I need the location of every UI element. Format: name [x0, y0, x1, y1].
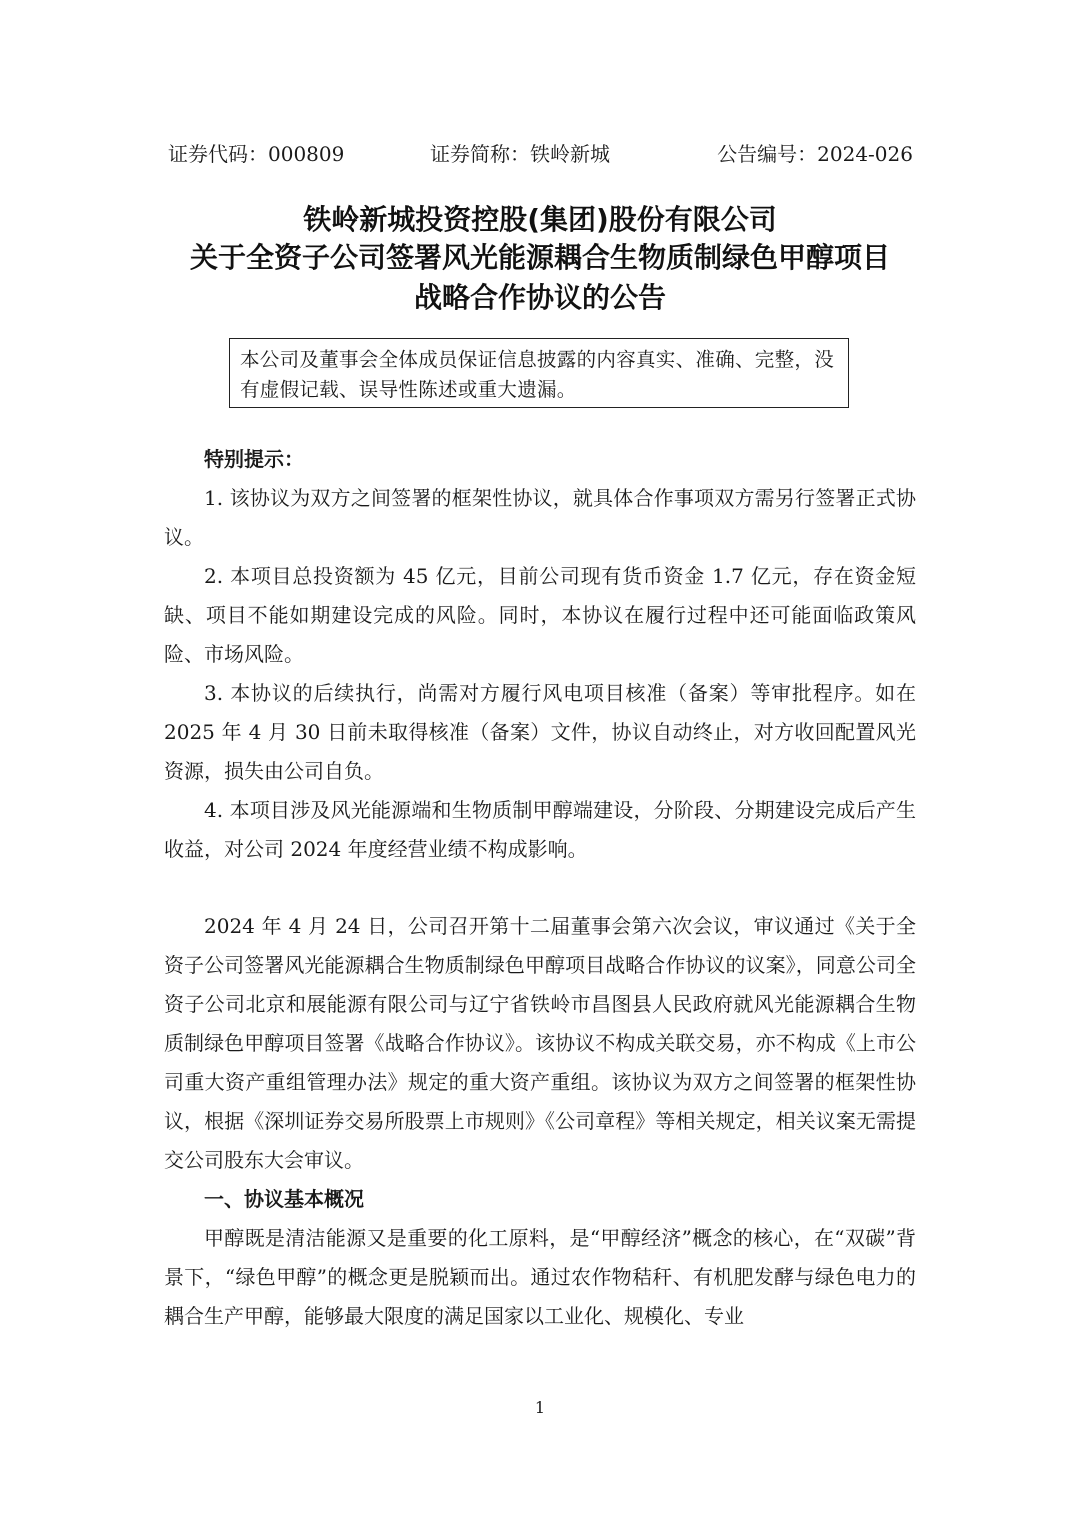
tip-item-1: 1. 该协议为双方之间签署的框架性协议，就具体合作事项双方需另行签署正式协议。: [164, 486, 916, 549]
intro-paragraph: 2024 年 4 月 24 日，公司召开第十二届董事会第六次会议，审议通过《关于全资子公司签署风光能源耦合生物质制绿色甲醇项目战略合作协议的议案》，同意公司全资子公司北京和展能源有限公司与辽宁省铁岭市昌图县人民政府就风光能源耦合生物质制绿色甲醇项目签署《战略合作协议》。该协议不构成关联交易，亦不构成《上市公司重大资产重组管理办法》规定的重大资产重组。该协议为双方之间签署的框架性协议，根据《深圳证券交易所股票上市规则》《公司章程》等相关规定，相关议案无需提交公司股东大会审议。: [164, 914, 916, 1172]
title-subject: 关于全资子公司签署风光能源耦合生物质制绿色甲醇项目: [189, 241, 890, 274]
stock-name: 证券简称：铁岭新城: [430, 142, 610, 166]
special-tips-heading: 特别提示：: [204, 447, 304, 471]
title-announcement: 战略合作协议的公告: [413, 281, 666, 314]
spacer: [164, 869, 916, 907]
tip-item-3: 3. 本协议的后续执行，尚需对方履行风电项目核准（备案）等审批程序。如在 2025 年 4 月 30 日前未取得核准（备案）文件，协议自动终止，对方收回配置风光资源，损失由公司自负。: [164, 681, 916, 783]
notice-number: 公告编号：2024-026: [717, 142, 913, 166]
disclosure-statement-box: 本公司及董事会全体成员保证信息披露的内容真实、准确、完整，没有虚假记载、误导性陈述或重大遗漏。: [229, 338, 849, 408]
section-heading-agreement-overview: 一、协议基本概况: [204, 1187, 364, 1211]
tip-item-4: 4. 本项目涉及风光能源端和生物质制甲醇端建设，分阶段、分期建设完成后产生收益，对公司 2024 年度经营业绩不构成影响。: [164, 798, 916, 861]
page-number: 1: [534, 1398, 546, 1417]
stock-code: 证券代码：000809: [168, 142, 345, 166]
title-company: 铁岭新城投资控股(集团)股份有限公司: [303, 203, 777, 236]
tip-item-2: 2. 本项目总投资额为 45 亿元，目前公司现有货币资金 1.7 亿元，存在资金短缺、项目不能如期建设完成的风险。同时，本协议在履行过程中还可能面临政策风险、市场风险。: [164, 564, 916, 666]
section-paragraph-methanol: 甲醇既是清洁能源又是重要的化工原料，是“甲醇经济”概念的核心，在“双碳”背景下，“绿色甲醇”的概念更是脱颖而出。通过农作物秸秆、有机肥发酵与绿色电力的耦合生产甲醇，能够最大限度的满足国家以工业化、规模化、专业: [164, 1226, 916, 1328]
document-header: [168, 138, 913, 170]
document-body: [164, 440, 916, 1336]
